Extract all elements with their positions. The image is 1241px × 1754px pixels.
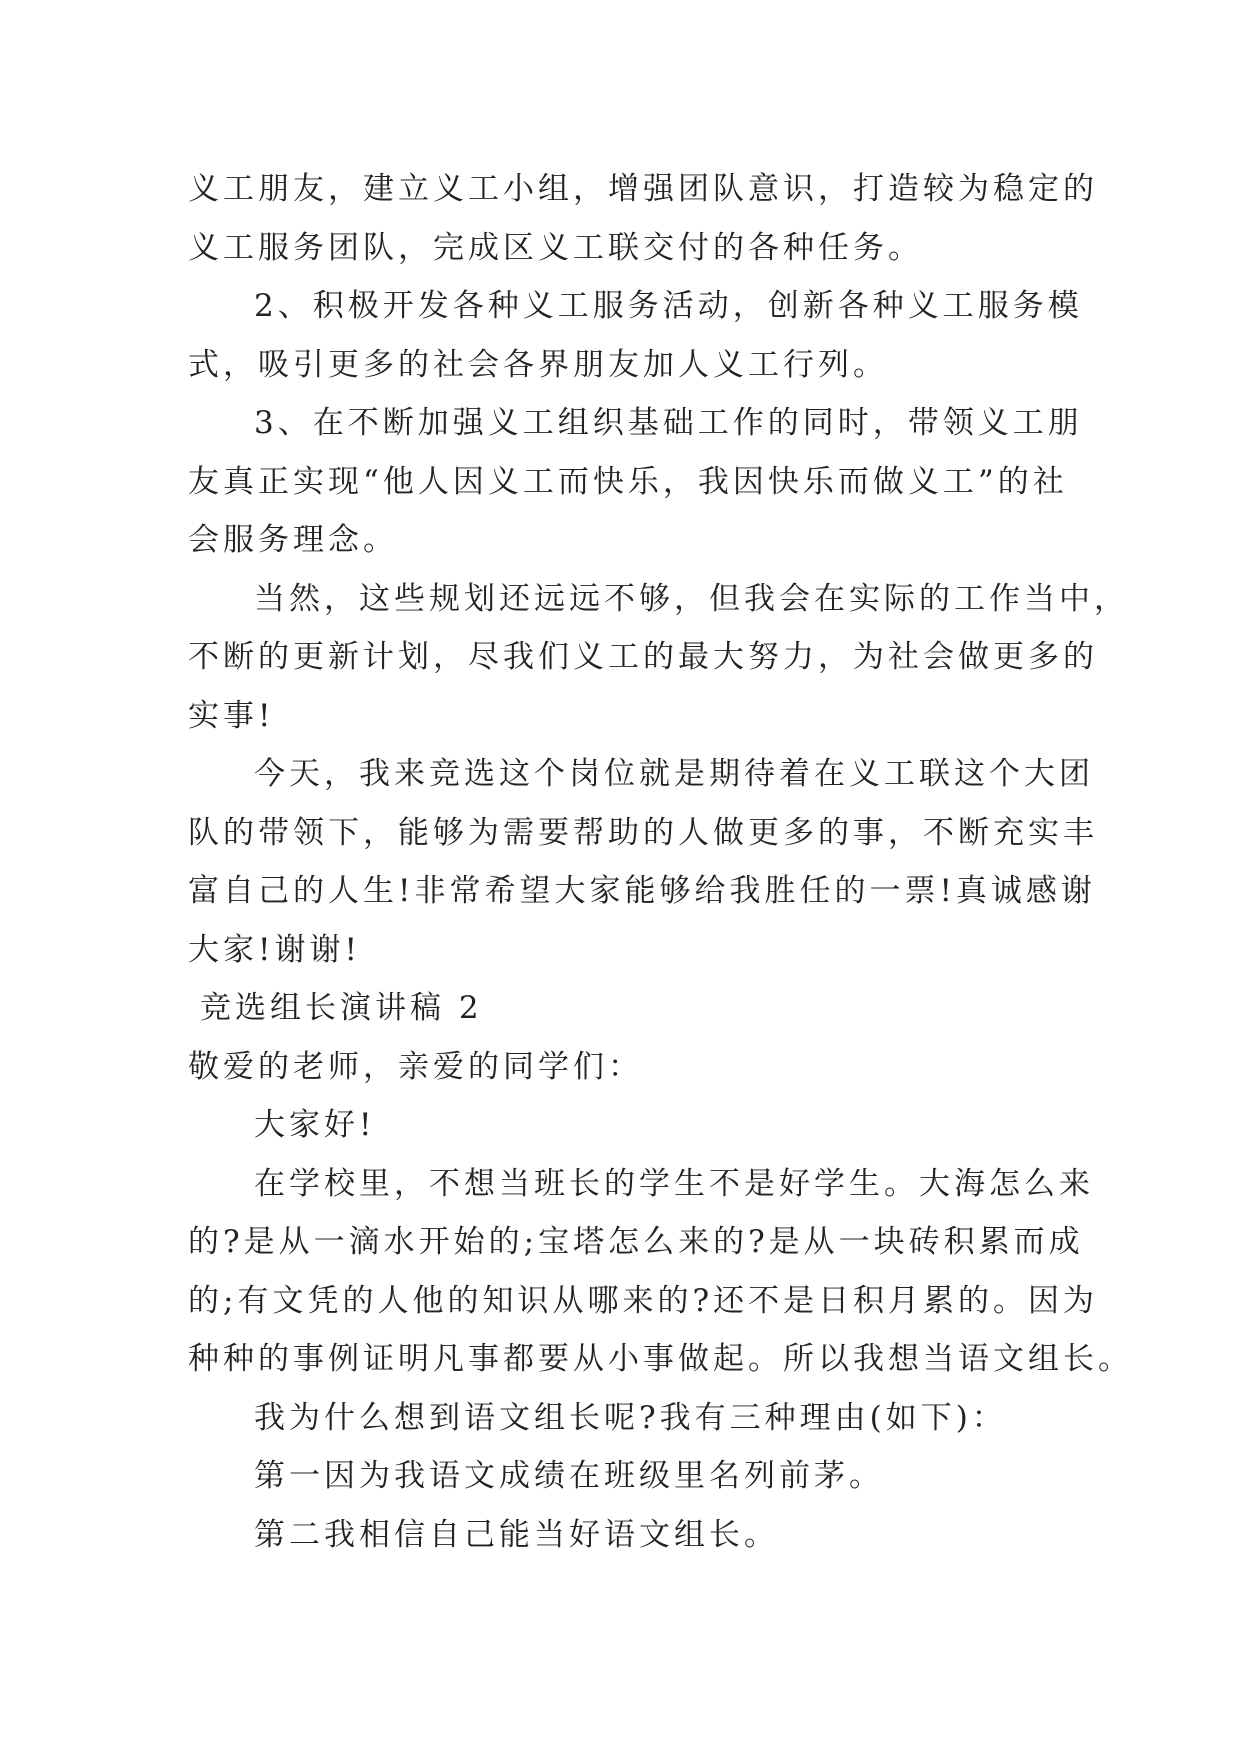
salutation: 敬爱的老师，亲爱的同学们： xyxy=(188,1048,643,1085)
text-line: 我为什么想到语文组长呢?我有三种理由(如下)： xyxy=(254,1399,1007,1436)
text-line: 富自己的人生!非常希望大家能够给我胜任的一票!真诚感谢 xyxy=(188,873,1096,909)
text-line: 的?是从一滴水开始的;宝塔怎么来的?是从一块砖积累而成 xyxy=(188,1224,1084,1260)
text-line: 友真正实现“他人因义工而快乐，我因快乐而做义工”的社 xyxy=(188,463,1068,500)
text-line: 式，吸引更多的社会各界朋友加人义工行列。 xyxy=(188,346,888,383)
text-line: 第一因为我语文成绩在班级里名列前茅。 xyxy=(254,1458,884,1494)
section-heading: 竞选组长演讲稿 2 xyxy=(200,990,483,1026)
text-line: 2、积极开发各种义工服务活动，创新各种义工服务模 xyxy=(254,288,1083,324)
text-line: 义工服务团队，完成区义工联交付的各种任务。 xyxy=(188,229,923,266)
text-line: 今天，我来竞选这个岗位就是期待着在义工联这个大团 xyxy=(254,756,1094,792)
text-line: 实事! xyxy=(188,697,275,734)
text-line: 队的带领下，能够为需要帮助的人做更多的事，不断充实丰 xyxy=(188,814,1098,851)
text-line: 会服务理念。 xyxy=(188,522,398,558)
text-line: 在学校里，不想当班长的学生不是好学生。大海怎么来 xyxy=(254,1165,1094,1202)
greeting: 大家好! xyxy=(254,1107,376,1143)
text-line: 不断的更新计划，尽我们义工的最大努力，为社会做更多的 xyxy=(188,639,1098,675)
text-line: 3、在不断加强义工组织基础工作的同时，带领义工朋 xyxy=(254,405,1083,441)
text-line: 种种的事例证明凡事都要从小事做起。所以我想当语文组长。 xyxy=(188,1341,1133,1377)
text-line: 大家!谢谢! xyxy=(188,931,361,968)
document-body xyxy=(188,160,1133,1564)
text-line: 的;有文凭的人他的知识从哪来的?还不是日积月累的。因为 xyxy=(188,1282,1099,1319)
text-line: 义工朋友，建立义工小组，增强团队意识，打造较为稳定的 xyxy=(188,171,1098,207)
text-line: 当然，这些规划还远远不够，但我会在实际的工作当中， xyxy=(254,580,1129,617)
text-line: 第二我相信自己能当好语文组长。 xyxy=(254,1516,779,1553)
